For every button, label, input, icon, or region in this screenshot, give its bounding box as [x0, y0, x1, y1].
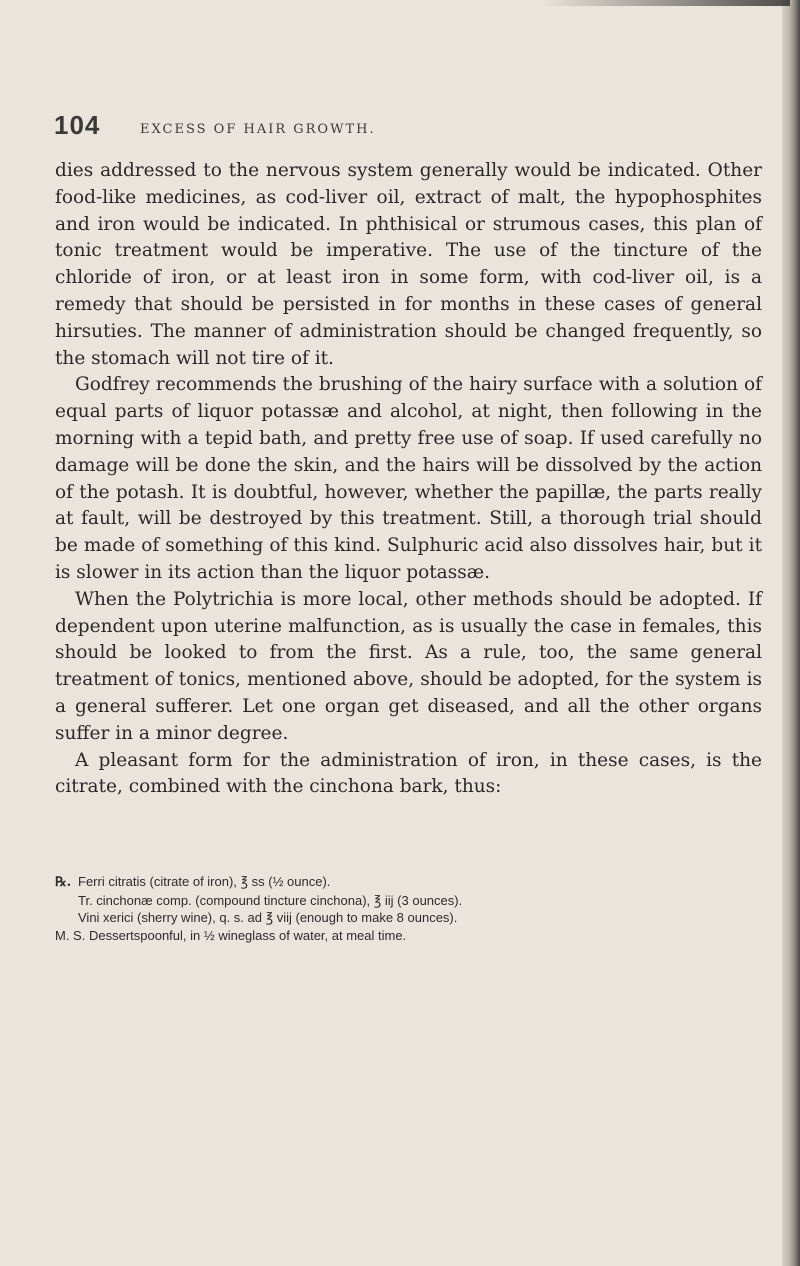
prescription-line-4	[55, 927, 762, 945]
running-head: EXCESS OF HAIR GROWTH.	[140, 122, 376, 137]
prescription	[55, 873, 762, 944]
rx-symbol: ℞.	[55, 875, 72, 890]
prescription-text-1: Ferri citratis (citrate of iron), ℥ ss (½ ounce).	[78, 874, 331, 889]
ms-label: M. S.	[55, 927, 86, 943]
paragraph-1: dies addressed to the nervous system generally would be indicated. Other food-like medicines, as cod-liver oil, extract of malt, the hypophosphites and iron would be indicated. In phthisical or strumous cases, this plan of tonic treatment would be imperative. The use of the tincture of the chloride of iron, or at least iron in some form, with cod-liver oil, is a remedy that should be persisted in for months in these cases of general hirsuties. The manner of administration should be changed frequently, so the stomach will not tire of it.	[55, 160, 762, 369]
body-text	[55, 158, 762, 801]
paragraph-4: A pleasant form for the administration of iron, in these cases, is the citrate, combined with the cinchona bark, thus:	[55, 749, 762, 798]
paragraph-3: When the Polytrichia is more local, other methods should be adopted. If dependent upon uterine malfunction, as is usually the case in females, this should be looked to from the first. As a rule, too, the same general treatment of tonics, mentioned above, should be adopted, for the system is a general sufferer. Let one organ get diseased, and all the other organs suffer in a minor degree.	[55, 588, 762, 744]
prescription-text-4: Dessertspoonful, in ½ wineglass of water, at meal time.	[88, 927, 407, 943]
page-number: 104	[54, 110, 101, 140]
prescription-line-1	[55, 873, 762, 892]
page-edge-shadow	[782, 0, 800, 1266]
prescription-line-3: Vini xerici (sherry wine), q. s. ad ℥ viij (enough to make 8 ounces).	[78, 910, 458, 925]
paragraph-2: Godfrey recommends the brushing of the hairy surface with a solution of equal parts of liquor potassæ and alcohol, at night, then following in the morning with a tepid bath, and pretty free use of soap. If used carefully no damage will be done the skin, and the hairs will be dissolved by the action of the potash. It is doubtful, however, whether the papillæ, the parts really at fault, will be destroyed by this treatment. Still, a thorough trial should be made of something of this kind. Sulphuric acid also dissolves hair, but it is slower in its action than the liquor potassæ.	[55, 374, 762, 583]
top-edge-shadow	[540, 0, 790, 6]
page-header	[54, 110, 754, 150]
prescription-line-2: Tr. cinchonæ comp. (compound tincture cinchona), ℥ iij (3 ounces).	[78, 892, 463, 908]
